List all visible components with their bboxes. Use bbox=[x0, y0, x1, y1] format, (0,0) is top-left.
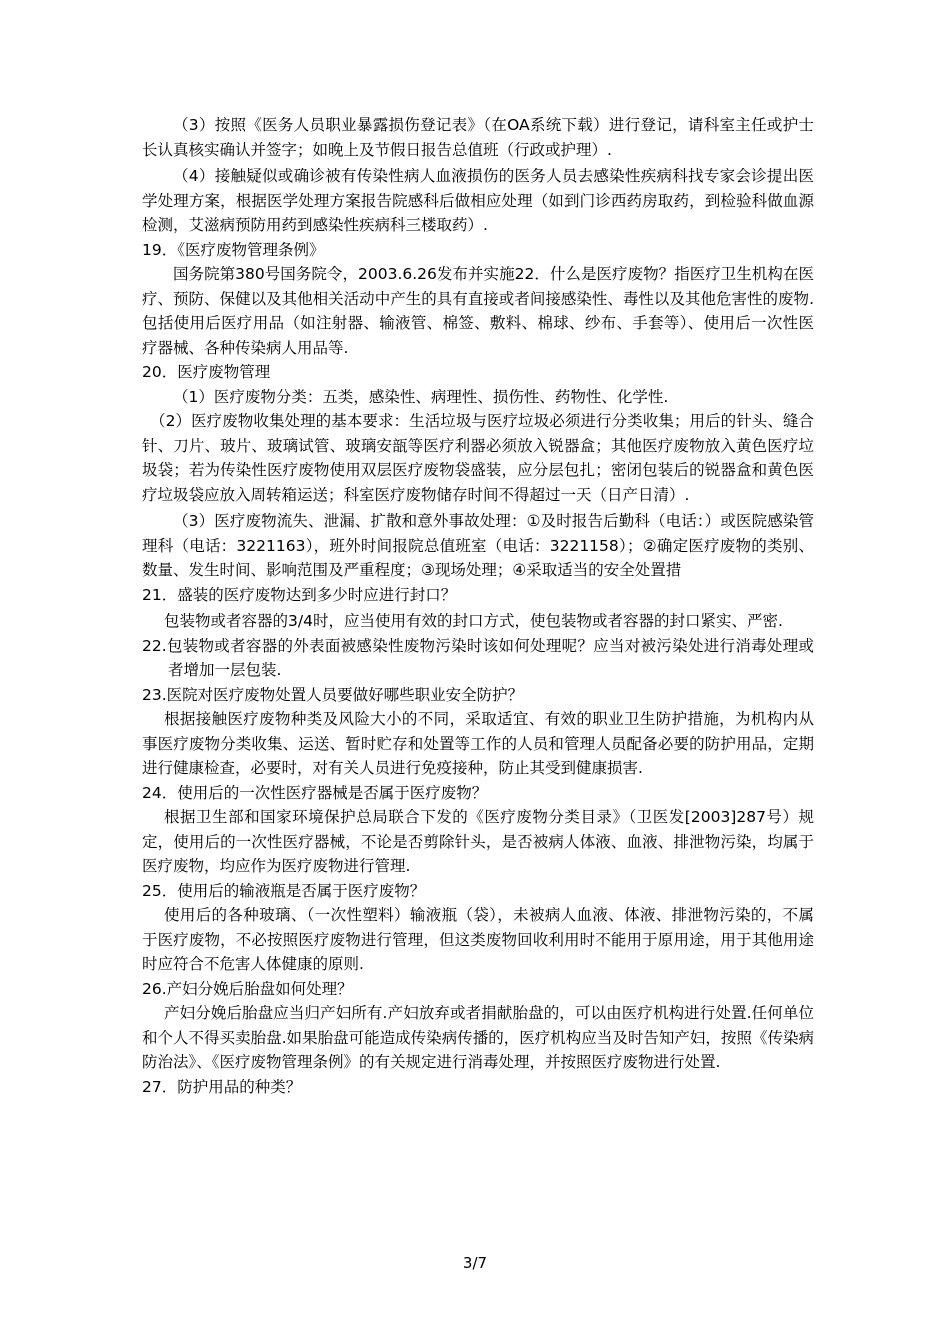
heading-24: 24．使用后的一次性医疗器械是否属于医疗废物？ bbox=[142, 783, 488, 802]
heading-22: 22.包装物或者容器的外表面被感染性废物污染时该如何处理呢？应当对被污染处进行消毒处理或者增加一层包装. bbox=[142, 636, 814, 679]
heading-26: 26.产妇分娩后胎盘如何处理？ bbox=[142, 979, 353, 998]
paragraph-state-council-order: 国务院第380号国务院令，2003.6.26发布并实施22．什么是医疗废物？指医疗卫生机构在医疗、预防、保健以及其他相关活动中产生的具有直接或者间接感染性、毒性以及其他危害性的废物.包括使用后医疗用品（如注射器、输液管、棉签、敷料、棉球、纱布、手套等）、使用后一次性医疗器械、各种传染病人用品等. bbox=[142, 265, 814, 357]
paragraph-placenta: 产妇分娩后胎盘应当归产妇所有.产妇放弃或者捐献胎盘的，可以由医疗机构进行处置.任何单位和个人不得买卖胎盘.如果胎盘可能造成传染病传播的，医疗机构应当及时告知产妇，按照《传染病防治法》、《医疗废物管理条例》的有关规定进行消毒处理，并按照医疗废物进行处置. bbox=[142, 1004, 814, 1071]
paragraph-waste-classification: （1）医疗废物分类：五类，感染性、病理性、损伤性、药物性、化学性. bbox=[173, 387, 669, 406]
paragraph-consultation: （4）接触疑似或确诊被有传染性病人血液损伤的医务人员去感染性疾病科找专家会诊提出医学处理方案，根据医学处理方案报告院感科后做相应处理（如到门诊西药房取药，到检验科做血源检测，艾滋病预防用药到感染性疾病科三楼取药）. bbox=[142, 167, 814, 234]
heading-20: 20．医疗废物管理 bbox=[142, 363, 271, 381]
paragraph-infusion-bottles: 使用后的各种玻璃、（一次性塑料）输液瓶（袋），未被病人血液、体液、排泄物污染的，不属于医疗废物，不必按照医疗废物进行管理，但这类废物回收利用时不能用于原用途，用于其他用途时应符合不危害人体健康的原则. bbox=[142, 906, 814, 973]
document-body bbox=[142, 113, 814, 1099]
paragraph-sealing: 包装物或者容器的3/4时，应当使用有效的封口方式，使包装物或者容器的封口紧实、严密. bbox=[164, 612, 783, 630]
paragraph-occupational-protection: 根据接触医疗废物种类及风险大小的不同，采取适宜、有效的职业卫生防护措施，为机构内从事医疗废物分类收集、运送、暂时贮存和处置等工作的人员和管理人员配备必要的防护用品，定期进行健康检查，必要时，对有关人员进行免疫接种，防止其受到健康损害. bbox=[142, 710, 814, 777]
paragraph-disposable-devices: 根据卫生部和国家环境保护总局联合下发的《医疗废物分类目录》（卫医发[2003]287号）规定，使用后的一次性医疗器械，不论是否剪除针头，是否被病人体液、血液、排泄物污染，均属于医疗废物，均应作为医疗废物进行管理. bbox=[142, 808, 814, 875]
page-number: 3/7 bbox=[462, 1254, 488, 1272]
paragraph-collection-requirements: （2）医疗废物收集处理的基本要求：生活垃圾与医疗垃圾必须进行分类收集；用后的针头、缝合针、刀片、玻片、玻璃试管、玻璃安瓿等医疗利器必须放入锐器盒；其他医疗废物放入黄色医疗垃圾袋；若为传染性医疗废物使用双层医疗废物袋盛装，应分层包扎；密闭包装后的锐器盒和黄色医疗垃圾袋应放入周转箱运送；科室医疗废物储存时间不得超过一天（日产日清）. bbox=[142, 412, 814, 504]
heading-25: 25．使用后的输液瓶是否属于医疗废物？ bbox=[142, 881, 426, 900]
paragraph-accident-handling: （3）医疗废物流失、泄漏、扩散和意外事故处理：①及时报告后勤科（电话：）或医院感染管理科（电话：3221163），班外时间报院总值班室（电话：3221158）；②确定医疗废物的类别、数量、发生时间、影响范围及严重程度；③现场处理；④采取适当的安全处置措 bbox=[142, 512, 814, 579]
paragraph-registration: （3）按照《医务人员职业暴露损伤登记表》（在OA系统下载）进行登记，请科室主任或护士长认真核实确认并签字；如晚上及节假日报告总值班（行政或护理）. bbox=[142, 116, 814, 159]
heading-27: 27．防护用品的种类？ bbox=[142, 1077, 302, 1096]
heading-23: 23.医院对医疗废物处置人员要做好哪些职业安全防护？ bbox=[142, 685, 524, 704]
heading-21: 21．盛装的医疗废物达到多少时应进行封口？ bbox=[142, 585, 457, 604]
heading-19: 19．《医疗废物管理条例》 bbox=[142, 240, 325, 259]
